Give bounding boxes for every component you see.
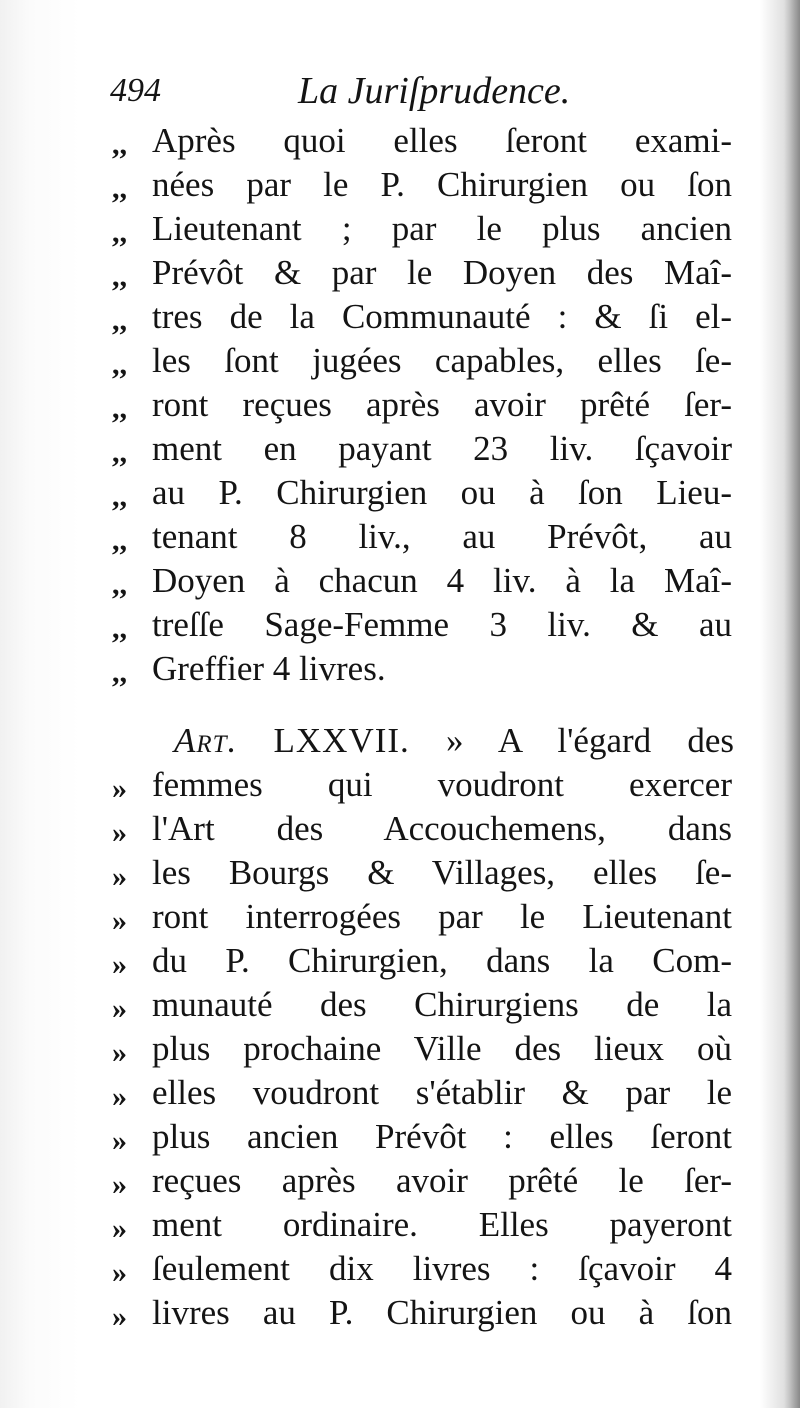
quote-mark: ,, xyxy=(112,348,127,381)
guillemet: » xyxy=(112,904,127,937)
quote-mark: ,, xyxy=(112,172,127,205)
quote-mark: ,, xyxy=(112,216,127,249)
line-text: Prévôt & par le Doyen des Maî- xyxy=(152,253,732,292)
text-line xyxy=(112,1158,734,1204)
article-heading xyxy=(174,718,734,764)
quote-mark: ,, xyxy=(112,436,127,469)
text-line xyxy=(112,1246,734,1292)
page-number: 494 xyxy=(110,72,161,109)
guillemet: » xyxy=(112,860,127,893)
text-line xyxy=(112,646,734,692)
text-line xyxy=(112,514,734,560)
line-text: Doyen à chacun 4 liv. à la Maî- xyxy=(152,561,732,600)
text-line xyxy=(112,1290,734,1336)
text-line xyxy=(112,850,734,896)
text-line xyxy=(112,250,734,296)
guillemet: » xyxy=(112,1256,127,1289)
line-text: reçues après avoir prêté le ſer- xyxy=(152,1161,732,1200)
running-title: La Juriſprudence. xyxy=(298,70,571,112)
text-line xyxy=(112,118,734,164)
page-edge-shadow xyxy=(784,0,800,1408)
line-text: femmes qui voudront exercer xyxy=(152,765,732,804)
article-heading-line xyxy=(112,718,734,764)
quote-mark: ,, xyxy=(112,524,127,557)
guillemet: » xyxy=(112,1168,127,1201)
text-line xyxy=(112,162,734,208)
text-line xyxy=(112,1202,734,1248)
text-line xyxy=(112,1070,734,1116)
text-line xyxy=(112,982,734,1028)
line-text: plus prochaine Ville des lieux où xyxy=(152,1029,732,1068)
quote-mark: ,, xyxy=(112,392,127,425)
quote-mark: ,, xyxy=(112,260,127,293)
line-text: au P. Chirurgien ou à ſon Lieu- xyxy=(152,473,732,512)
text-line xyxy=(112,806,734,852)
quote-mark: ,, xyxy=(112,568,127,601)
text-line xyxy=(112,558,734,604)
guillemet: » xyxy=(112,1036,127,1069)
text-line xyxy=(112,294,734,340)
line-text: ment en payant 23 liv. ſçavoir xyxy=(152,429,732,468)
text-line xyxy=(112,426,734,472)
line-text: l'Art des Accouchemens, dans xyxy=(152,809,732,848)
page-header xyxy=(110,66,730,116)
line-text: les ſont jugées capables, elles ſe- xyxy=(152,341,732,380)
line-text: Greffier 4 livres. xyxy=(152,649,386,688)
quote-mark: ,, xyxy=(112,304,127,337)
quote-mark: ,, xyxy=(112,656,127,689)
guillemet: » xyxy=(112,1124,127,1157)
text-line xyxy=(112,602,734,648)
line-text: du P. Chirurgien, dans la Com- xyxy=(152,941,732,980)
line-text: ront interrogées par le Lieutenant xyxy=(152,897,732,936)
guillemet: » xyxy=(112,992,127,1025)
line-text: les Bourgs & Villages, elles ſe- xyxy=(152,853,732,892)
text-line xyxy=(112,1026,734,1072)
text-line xyxy=(112,1114,734,1160)
line-text: Lieutenant ; par le plus ancien xyxy=(152,209,732,248)
text-line xyxy=(112,894,734,940)
text-line xyxy=(112,382,734,428)
article-label: Art. xyxy=(174,721,238,760)
line-text: tres de la Communauté : & ſi el- xyxy=(152,297,732,336)
text-line xyxy=(112,206,734,252)
article-number: LXXVII. xyxy=(273,721,410,760)
quote-mark: ,, xyxy=(112,128,127,161)
line-text: treſſe Sage-Femme 3 liv. & au xyxy=(152,605,732,644)
guillemet: » xyxy=(112,1300,127,1333)
line-text: nées par le P. Chirurgien ou ſon xyxy=(152,165,732,204)
guillemet: » xyxy=(112,816,127,849)
line-text: ſeulement dix livres : ſçavoir 4 xyxy=(152,1249,732,1288)
quote-mark: ,, xyxy=(112,480,127,513)
line-text: elles voudront s'établir & par le xyxy=(152,1073,732,1112)
line-text: livres au P. Chirurgien ou à ſon xyxy=(152,1293,732,1332)
line-text: tenant 8 liv., au Prévôt, au xyxy=(152,517,732,556)
quote-mark: ,, xyxy=(112,612,127,645)
line-text: plus ancien Prévôt : elles ſeront xyxy=(152,1117,732,1156)
text-line xyxy=(112,938,734,984)
guillemet: » xyxy=(112,1080,127,1113)
line-text: munauté des Chirurgiens de la xyxy=(152,985,732,1024)
text-line xyxy=(112,470,734,516)
guillemet: » xyxy=(112,772,127,805)
line-text: Après quoi elles ſeront exami- xyxy=(152,121,732,160)
text-line xyxy=(112,338,734,384)
line-text: ront reçues après avoir prêté ſer- xyxy=(152,385,732,424)
line-text: ment ordinaire. Elles payeront xyxy=(152,1205,732,1244)
article-opening: » A l'égard des xyxy=(446,721,735,760)
guillemet: » xyxy=(112,948,127,981)
guillemet: » xyxy=(112,1212,127,1245)
text-line xyxy=(112,762,734,808)
